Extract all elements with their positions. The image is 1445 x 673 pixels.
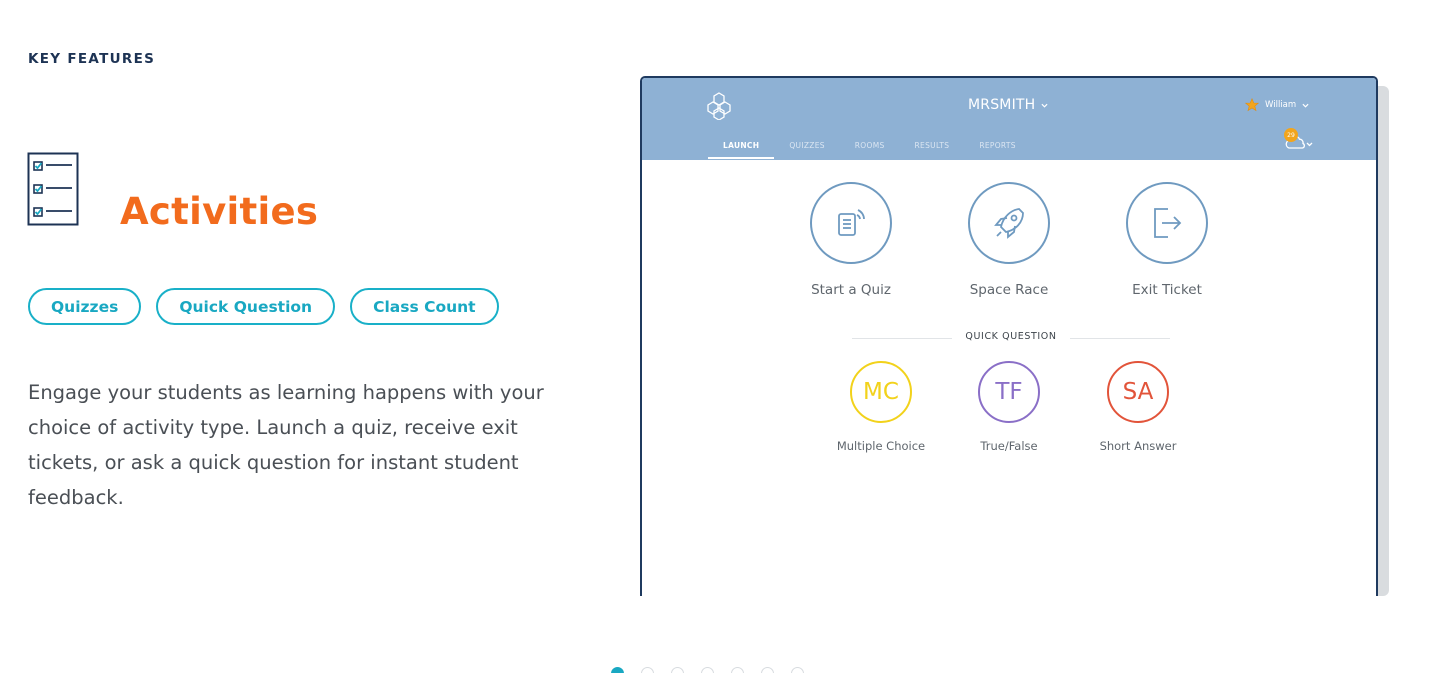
carousel-dot[interactable] (791, 667, 804, 673)
tf-circle[interactable]: TF (978, 361, 1040, 423)
exit-icon[interactable] (1126, 182, 1208, 264)
qq-label: Short Answer (1099, 439, 1177, 453)
tab-launch[interactable]: LAUNCH (708, 141, 774, 159)
qq-true-false[interactable] (949, 361, 1069, 453)
star-icon (1245, 98, 1259, 112)
feature-pills (28, 288, 499, 325)
app-header (642, 78, 1376, 160)
qq-label: Multiple Choice (836, 439, 926, 453)
app-mockup (640, 76, 1378, 596)
pill-quizzes[interactable]: Quizzes (28, 288, 141, 325)
carousel-dot[interactable] (701, 667, 714, 673)
carousel-dot[interactable] (731, 667, 744, 673)
tab-quizzes[interactable]: QUIZZES (789, 141, 825, 150)
app-brand[interactable] (968, 97, 1048, 113)
carousel-dot[interactable] (611, 667, 624, 673)
launch-label: Start a Quiz (811, 282, 891, 298)
qq-multiple-choice[interactable] (821, 361, 941, 453)
section-label: KEY FEATURES (28, 51, 156, 67)
launch-label: Space Race (969, 282, 1049, 298)
chevron-down-icon (1302, 103, 1309, 108)
user-name: William (1265, 100, 1297, 110)
rocket-icon[interactable] (968, 182, 1050, 264)
sa-circle[interactable]: SA (1107, 361, 1169, 423)
quiz-icon[interactable] (810, 182, 892, 264)
notification-badge: 29 (1284, 128, 1298, 142)
notifications-button[interactable] (1284, 128, 1316, 154)
carousel-dot[interactable] (641, 667, 654, 673)
tab-rooms[interactable]: ROOMS (854, 141, 885, 150)
launch-exit-ticket[interactable] (1097, 182, 1237, 298)
mc-circle[interactable]: MC (850, 361, 912, 423)
app-tabs (708, 141, 1031, 159)
hexagon-logo-icon (706, 92, 732, 120)
qq-label: True/False (980, 439, 1038, 453)
launch-start-quiz[interactable] (781, 182, 921, 298)
carousel-dot[interactable] (671, 667, 684, 673)
user-menu[interactable] (1245, 98, 1309, 112)
feature-title: Activities (120, 190, 319, 233)
pill-class-count[interactable]: Class Count (350, 288, 499, 325)
pill-quick-question[interactable]: Quick Question (156, 288, 335, 325)
launch-label: Exit Ticket (1132, 282, 1202, 298)
feature-description: Engage your students as learning happens with your choice of activity type. Launch a quiz, receive exit tickets, or ask a quick question for instant student feedback. (28, 381, 544, 509)
carousel-dots (611, 667, 804, 673)
room-name: MRSMITH (968, 97, 1036, 113)
chevron-down-icon (1041, 103, 1048, 108)
qq-short-answer[interactable] (1078, 361, 1198, 453)
quick-question-title: QUICK QUESTION (952, 331, 1070, 342)
checklist-icon (27, 152, 81, 227)
launch-space-race[interactable] (939, 182, 1079, 298)
tab-reports[interactable]: REPORTS (979, 141, 1016, 150)
carousel-dot[interactable] (761, 667, 774, 673)
tab-results[interactable]: RESULTS (914, 141, 950, 150)
